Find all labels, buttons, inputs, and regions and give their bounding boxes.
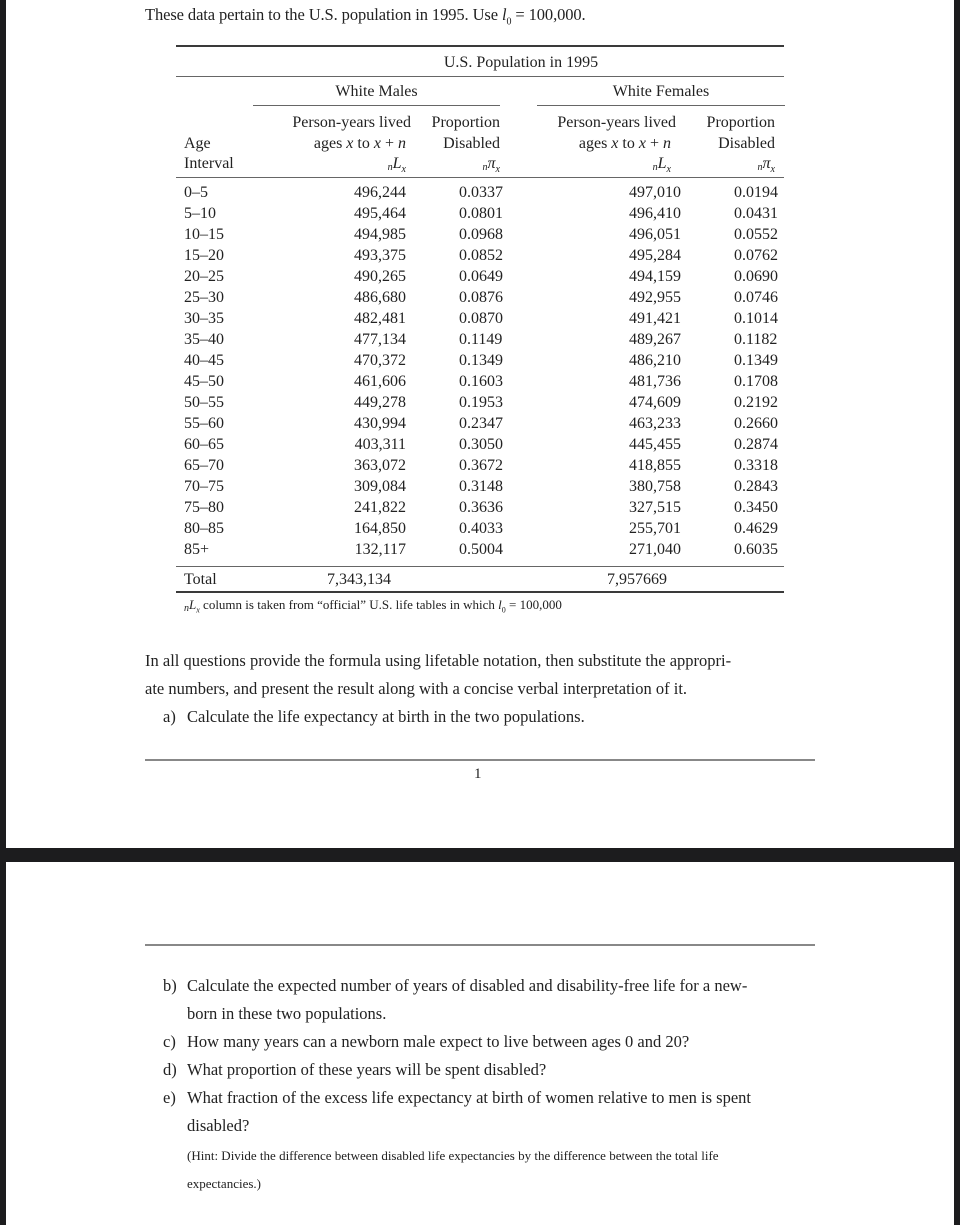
- cell-female-proportion: 0.3318: [734, 457, 778, 474]
- cell-female-person-years: 327,515: [629, 499, 681, 516]
- total-label: Total: [184, 571, 217, 588]
- table-bottom-rule: [176, 591, 784, 593]
- cell-male-proportion: 0.0801: [459, 205, 503, 222]
- cell-female-proportion: 0.0552: [734, 226, 778, 243]
- cell-male-person-years: 490,265: [354, 268, 406, 285]
- cell-male-person-years: 132,117: [354, 541, 406, 558]
- page-header-rule: [145, 944, 815, 946]
- header-female-npix: $n\pi_x$: [757, 155, 775, 176]
- cell-age: 35–40: [184, 331, 224, 348]
- header-male-disabled: Disabled: [443, 135, 500, 152]
- question-line: Calculate the expected number of years of disabled and disability-free life for a new-: [187, 976, 748, 995]
- cell-male-proportion: 0.4033: [459, 520, 503, 537]
- group-white-females: White Females: [612, 83, 710, 100]
- question-b: [163, 972, 843, 1028]
- question-label: d): [163, 1060, 177, 1079]
- cell-age: 0–5: [184, 184, 208, 201]
- cell-age: 55–60: [184, 415, 224, 432]
- table-footnote: $nL_x$ column is taken from “official” U.S. life tables in which $l_0 = 100,000$: [184, 597, 562, 615]
- footnote-l0-sub: 0: [501, 605, 506, 615]
- cell-male-proportion: 0.0852: [459, 247, 503, 264]
- males-group-rule: [253, 105, 500, 106]
- cell-female-proportion: 0.4629: [734, 520, 778, 537]
- cell-female-person-years: 486,210: [629, 352, 681, 369]
- cell-male-person-years: 470,372: [354, 352, 406, 369]
- cell-male-proportion: 0.1349: [459, 352, 503, 369]
- cell-male-person-years: 403,311: [354, 436, 406, 453]
- cell-female-person-years: 474,609: [629, 394, 681, 411]
- cell-female-proportion: 0.2843: [734, 478, 778, 495]
- intro-text-after: = 100,000.: [511, 5, 586, 24]
- question-e: [163, 1084, 843, 1140]
- question-label: c): [163, 1032, 176, 1051]
- table-title-rule: [176, 76, 784, 77]
- header-female-nLx: $nL_x$: [652, 155, 671, 176]
- cell-age: 30–35: [184, 310, 224, 327]
- question-line: disabled?: [187, 1116, 250, 1135]
- cell-female-proportion: 0.1708: [734, 373, 778, 390]
- question-text: What proportion of these years will be spent disabled?: [187, 1060, 547, 1079]
- table-top-rule: [176, 45, 784, 47]
- cell-male-person-years: 482,481: [354, 310, 406, 327]
- cell-female-person-years: 271,040: [629, 541, 681, 558]
- cell-female-person-years: 418,855: [629, 457, 681, 474]
- header-male-npix: $n\pi_x$: [482, 155, 500, 176]
- cell-age: 65–70: [184, 457, 224, 474]
- total-female-L: 7,957669: [607, 571, 667, 588]
- cell-male-proportion: 0.2347: [459, 415, 503, 432]
- footnote-l0: l: [498, 597, 502, 612]
- cell-female-proportion: 0.2874: [734, 436, 778, 453]
- cell-female-person-years: 481,736: [629, 373, 681, 390]
- cell-male-person-years: 363,072: [354, 457, 406, 474]
- cell-male-proportion: 0.0870: [459, 310, 503, 327]
- hint-line-2: expectancies.): [187, 1176, 261, 1191]
- cell-age: 20–25: [184, 268, 224, 285]
- cell-male-proportion: 0.0649: [459, 268, 503, 285]
- footnote-text: column is taken from “official” U.S. life tables in which: [199, 597, 499, 612]
- cell-female-proportion: 0.3450: [734, 499, 778, 516]
- cell-male-person-years: 449,278: [354, 394, 406, 411]
- cell-male-person-years: 430,994: [354, 415, 406, 432]
- cell-male-person-years: 164,850: [354, 520, 406, 537]
- header-female-ages: ages x to x + n: [578, 135, 671, 152]
- l0-sub: 0: [506, 16, 512, 28]
- header-male-nLx: $nL_x$: [387, 155, 406, 176]
- females-group-rule: [537, 105, 785, 106]
- cell-female-person-years: 496,410: [629, 205, 681, 222]
- hint: [187, 1142, 827, 1198]
- cell-age: 10–15: [184, 226, 224, 243]
- cell-male-proportion: 0.3050: [459, 436, 503, 453]
- header-female-proportion: Proportion: [706, 114, 775, 131]
- header-age: Age: [184, 135, 211, 152]
- body-bottom-rule: [176, 566, 784, 567]
- cell-male-proportion: 0.0968: [459, 226, 503, 243]
- page-2: [6, 862, 954, 1225]
- question-label: e): [163, 1088, 176, 1107]
- cell-male-person-years: 461,606: [354, 373, 406, 390]
- question-a: [163, 703, 823, 731]
- cell-age: 60–65: [184, 436, 224, 453]
- cell-female-person-years: 494,159: [629, 268, 681, 285]
- cell-male-proportion: 0.3148: [459, 478, 503, 495]
- cell-female-proportion: 0.2192: [734, 394, 778, 411]
- question-line: What fraction of the excess life expectancy at birth of women relative to men is spent: [187, 1088, 751, 1107]
- cell-female-proportion: 0.0194: [734, 184, 778, 201]
- cell-female-person-years: 492,955: [629, 289, 681, 306]
- cell-male-person-years: 496,244: [354, 184, 406, 201]
- cell-male-proportion: 0.0876: [459, 289, 503, 306]
- hint-line-1: (Hint: Divide the difference between disabled life expectancies by the difference between the total life: [187, 1148, 719, 1163]
- cell-female-proportion: 0.0431: [734, 205, 778, 222]
- cell-age: 45–50: [184, 373, 224, 390]
- header-male-proportion: Proportion: [431, 114, 500, 131]
- group-white-males: White Males: [335, 83, 418, 100]
- page-1: [6, 0, 954, 848]
- cell-female-proportion: 0.1182: [734, 331, 778, 348]
- l0-symbol: l: [501, 5, 507, 24]
- intro-text: [145, 5, 586, 27]
- cell-age: 40–45: [184, 352, 224, 369]
- cell-age: 75–80: [184, 499, 224, 516]
- cell-male-proportion: 0.0337: [459, 184, 503, 201]
- cell-male-proportion: 0.1149: [459, 331, 503, 348]
- cell-age: 15–20: [184, 247, 224, 264]
- instructions: [145, 647, 825, 703]
- cell-female-person-years: 380,758: [629, 478, 681, 495]
- cell-age: 85+: [184, 541, 210, 558]
- intro-text-before: These data pertain to the U.S. population in 1995. Use: [145, 5, 502, 24]
- cell-female-proportion: 0.6035: [734, 541, 778, 558]
- cell-male-person-years: 241,822: [354, 499, 406, 516]
- cell-male-person-years: 495,464: [354, 205, 406, 222]
- total-male-L: 7,343,134: [327, 571, 391, 588]
- question-c: [163, 1028, 843, 1056]
- cell-age: 70–75: [184, 478, 224, 495]
- cell-male-person-years: 309,084: [354, 478, 406, 495]
- cell-male-person-years: 493,375: [354, 247, 406, 264]
- cell-female-proportion: 0.1014: [734, 310, 778, 327]
- table-title: U.S. Population in 1995: [443, 54, 599, 71]
- cell-female-person-years: 496,051: [629, 226, 681, 243]
- cell-female-proportion: 0.1349: [734, 352, 778, 369]
- cell-female-person-years: 445,455: [629, 436, 681, 453]
- question-text: How many years can a newborn male expect to live between ages 0 and 20?: [187, 1032, 690, 1051]
- question-text: Calculate the life expectancy at birth in the two populations.: [187, 707, 585, 726]
- cell-female-proportion: 0.0690: [734, 268, 778, 285]
- cell-male-proportion: 0.3672: [459, 457, 503, 474]
- cell-female-proportion: 0.2660: [734, 415, 778, 432]
- page-number: 1: [474, 766, 482, 782]
- cell-male-proportion: 0.1603: [459, 373, 503, 390]
- header-interval: Interval: [184, 155, 234, 172]
- question-label: b): [163, 976, 177, 995]
- cell-age: 80–85: [184, 520, 224, 537]
- header-female-disabled: Disabled: [718, 135, 775, 152]
- cell-age: 50–55: [184, 394, 224, 411]
- cell-female-proportion: 0.0762: [734, 247, 778, 264]
- header-male-ages: ages x to x + n: [313, 135, 406, 152]
- cell-female-person-years: 255,701: [629, 520, 681, 537]
- question-text: [187, 972, 837, 1028]
- cell-age: 25–30: [184, 289, 224, 306]
- cell-male-person-years: 494,985: [354, 226, 406, 243]
- cell-female-proportion: 0.0746: [734, 289, 778, 306]
- cell-male-person-years: 486,680: [354, 289, 406, 306]
- cell-female-person-years: 489,267: [629, 331, 681, 348]
- header-male-person-years: Person-years lived: [292, 114, 411, 131]
- cell-male-person-years: 477,134: [354, 331, 406, 348]
- cell-female-person-years: 495,284: [629, 247, 681, 264]
- instructions-line-1: In all questions provide the formula using lifetable notation, then substitute the appropri-: [145, 651, 732, 670]
- cell-female-person-years: 491,421: [629, 310, 681, 327]
- instructions-line-2: ate numbers, and present the result along with a concise verbal interpretation of it.: [145, 679, 688, 698]
- question-label: a): [163, 707, 176, 726]
- footnote-text-after: = 100,000: [505, 597, 562, 612]
- question-text: [187, 1084, 847, 1140]
- cell-female-person-years: 497,010: [629, 184, 681, 201]
- cell-male-proportion: 0.3636: [459, 499, 503, 516]
- page-footer-rule: [145, 759, 815, 761]
- question-line: born in these two populations.: [187, 1004, 387, 1023]
- cell-age: 5–10: [184, 205, 216, 222]
- header-female-person-years: Person-years lived: [557, 114, 676, 131]
- cell-male-proportion: 0.1953: [459, 394, 503, 411]
- cell-male-proportion: 0.5004: [459, 541, 503, 558]
- question-d: [163, 1056, 843, 1084]
- cell-female-person-years: 463,233: [629, 415, 681, 432]
